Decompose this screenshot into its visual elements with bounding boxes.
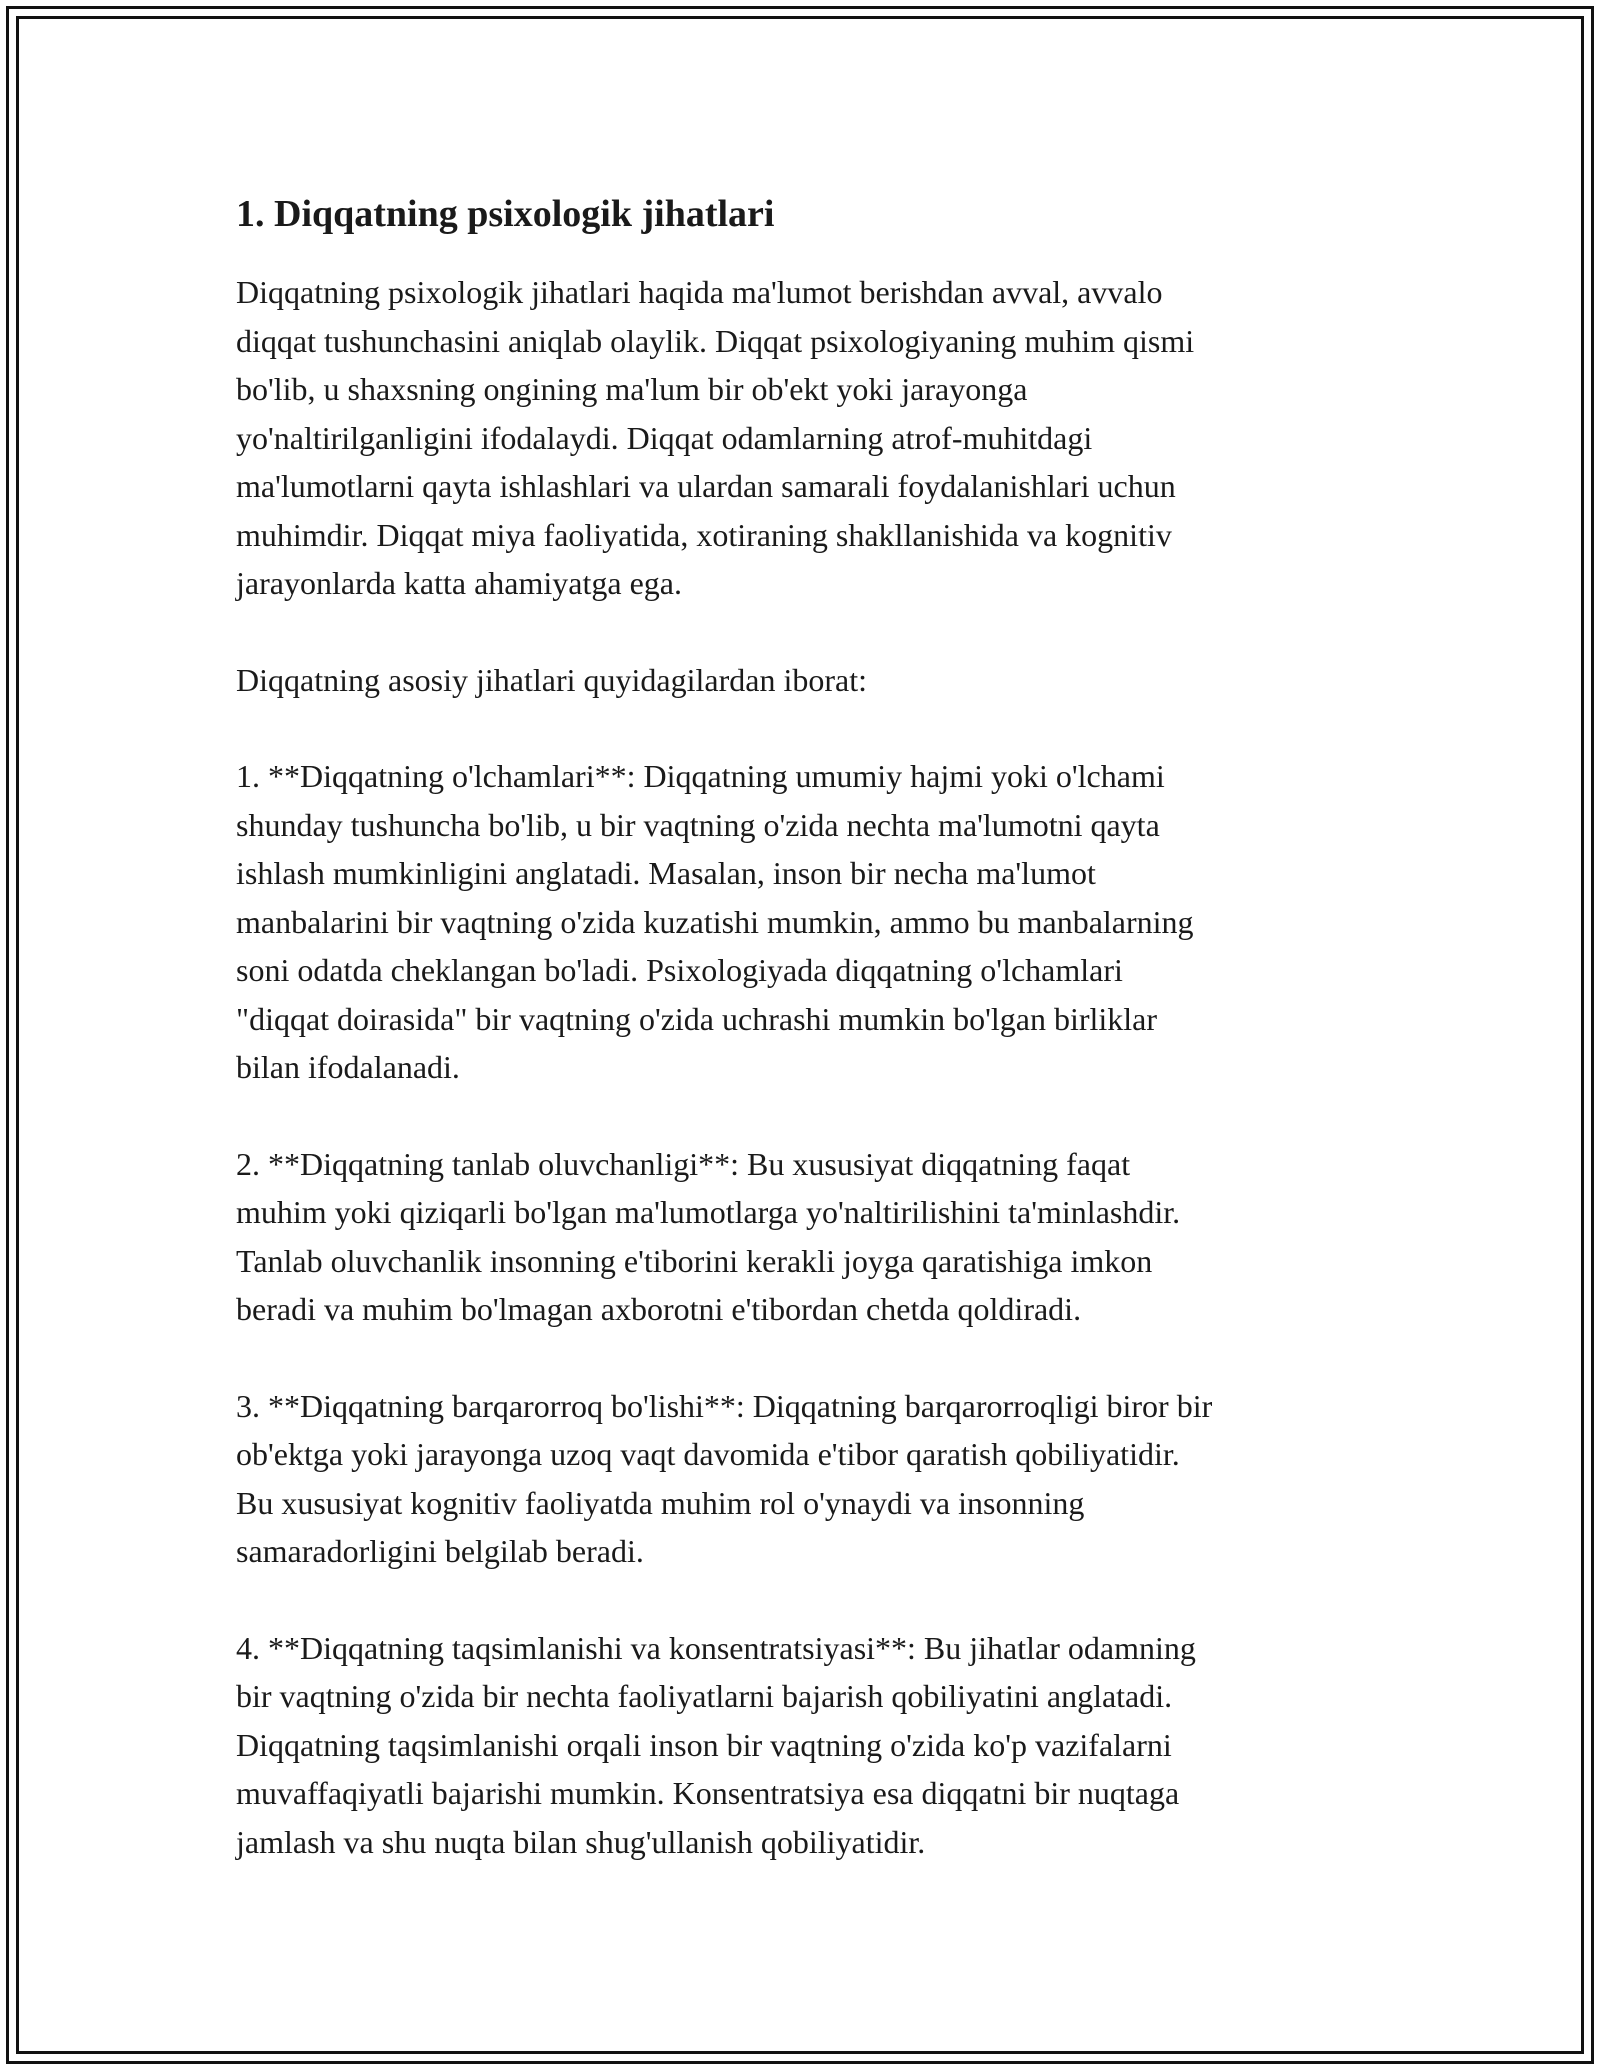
text-line: Diqqatning asosiy jihatlari quyidagilardan iborat: <box>236 661 867 698</box>
text-line: jarayonlarda katta ahamiyatga ega. <box>236 565 682 601</box>
paragraph-item-4 <box>236 1624 1376 1867</box>
text-line: Diqqatning psixologik jihatlari haqida ma'lumot berishdan avval, avvalo <box>236 274 1163 310</box>
text-line: shunday tushuncha bo'lib, u bir vaqtning o'zida nechta ma'lumotni qayta <box>236 806 1160 843</box>
text-line: "diqqat doirasida" bir vaqtning o'zida uchrashi mumkin bo'lgan birliklar <box>236 1000 1158 1037</box>
text-line: muhim yoki qiziqarli bo'lgan ma'lumotlarga yo'naltirilishini ta'minlashdir. <box>236 1194 1181 1230</box>
text-line: diqqat tushunchasini aniqlab olaylik. Diqqat psixologiyaning muhim qismi <box>236 322 1195 359</box>
text-line: yo'naltirilganligini ifodalaydi. Diqqat odamlarning atrof-muhitdagi <box>236 419 1093 456</box>
document-body <box>236 186 1376 1914</box>
text-line: manbalarini bir vaqtning o'zida kuzatishi mumkin, ammo bu manbalarning <box>236 903 1194 940</box>
section-heading: 1. Diqqatning psixologik jihatlari <box>236 193 775 235</box>
text-line: jamlash va shu nuqta bilan shug'ullanish qobiliyatidir. <box>236 1823 926 1860</box>
text-line: bilan ifodalanadi. <box>236 1049 460 1085</box>
text-line: bo'lib, u shaxsning ongining ma'lum bir ob'ekt yoki jarayonga <box>236 371 1028 407</box>
text-line: samaradorligini belgilab beradi. <box>236 1533 644 1569</box>
text-line: 3. **Diqqatning barqarorroq bo'lishi**: Diqqatning barqarorroqligi biror bir <box>236 1387 1213 1424</box>
text-line: 1. **Diqqatning o'lchamlari**: Diqqatning umumiy hajmi yoki o'lchami <box>236 758 1165 794</box>
text-line: 2. **Diqqatning tanlab oluvchanligi**: Bu xususiyat diqqatning faqat <box>236 1145 1131 1182</box>
text-line: bir vaqtning o'zida bir nechta faoliyatlarni bajarish qobiliyatini anglatadi. <box>236 1678 1173 1714</box>
text-line: ma'lumotlarni qayta ishlashlari va ulardan samarali foydalanishlari uchun <box>236 468 1176 504</box>
paragraph-list-intro <box>236 656 1376 705</box>
text-line: Bu xususiyat kognitiv faoliyatda muhim rol o'ynaydi va insonning <box>236 1484 1085 1521</box>
text-line: beradi va muhim bo'lmagan axborotni e'tibordan chetda qoldiradi. <box>236 1291 1082 1327</box>
text-line: muvaffaqiyatli bajarishi mumkin. Konsentratsiya esa diqqatni bir nuqtaga <box>236 1775 1180 1811</box>
text-line: Tanlab oluvchanlik insonning e'tiborini kerakli joyga qaratishiga imkon <box>236 1242 1153 1279</box>
text-line: 4. **Diqqatning taqsimlanishi va konsentratsiyasi**: Bu jihatlar odamning <box>236 1629 1196 1666</box>
text-line: ob'ektga yoki jarayonga uzoq vaqt davomida e'tibor qaratish qobiliyatidir. <box>236 1436 1180 1472</box>
paragraph-item-1 <box>236 752 1376 1092</box>
text-line: Diqqatning taqsimlanishi orqali inson bir vaqtning o'zida ko'p vazifalarni <box>236 1726 1172 1763</box>
paragraph-intro <box>236 268 1376 608</box>
text-line: muhimdir. Diqqat miya faoliyatida, xotiraning shakllanishida va kognitiv <box>236 516 1172 553</box>
text-line: ishlash mumkinligini anglatadi. Masalan, inson bir necha ma'lumot <box>236 855 1096 891</box>
paragraph-item-2 <box>236 1140 1376 1334</box>
text-line: soni odatda cheklangan bo'ladi. Psixologiyada diqqatning o'lchamlari <box>236 952 1123 988</box>
paragraph-item-3 <box>236 1382 1376 1576</box>
